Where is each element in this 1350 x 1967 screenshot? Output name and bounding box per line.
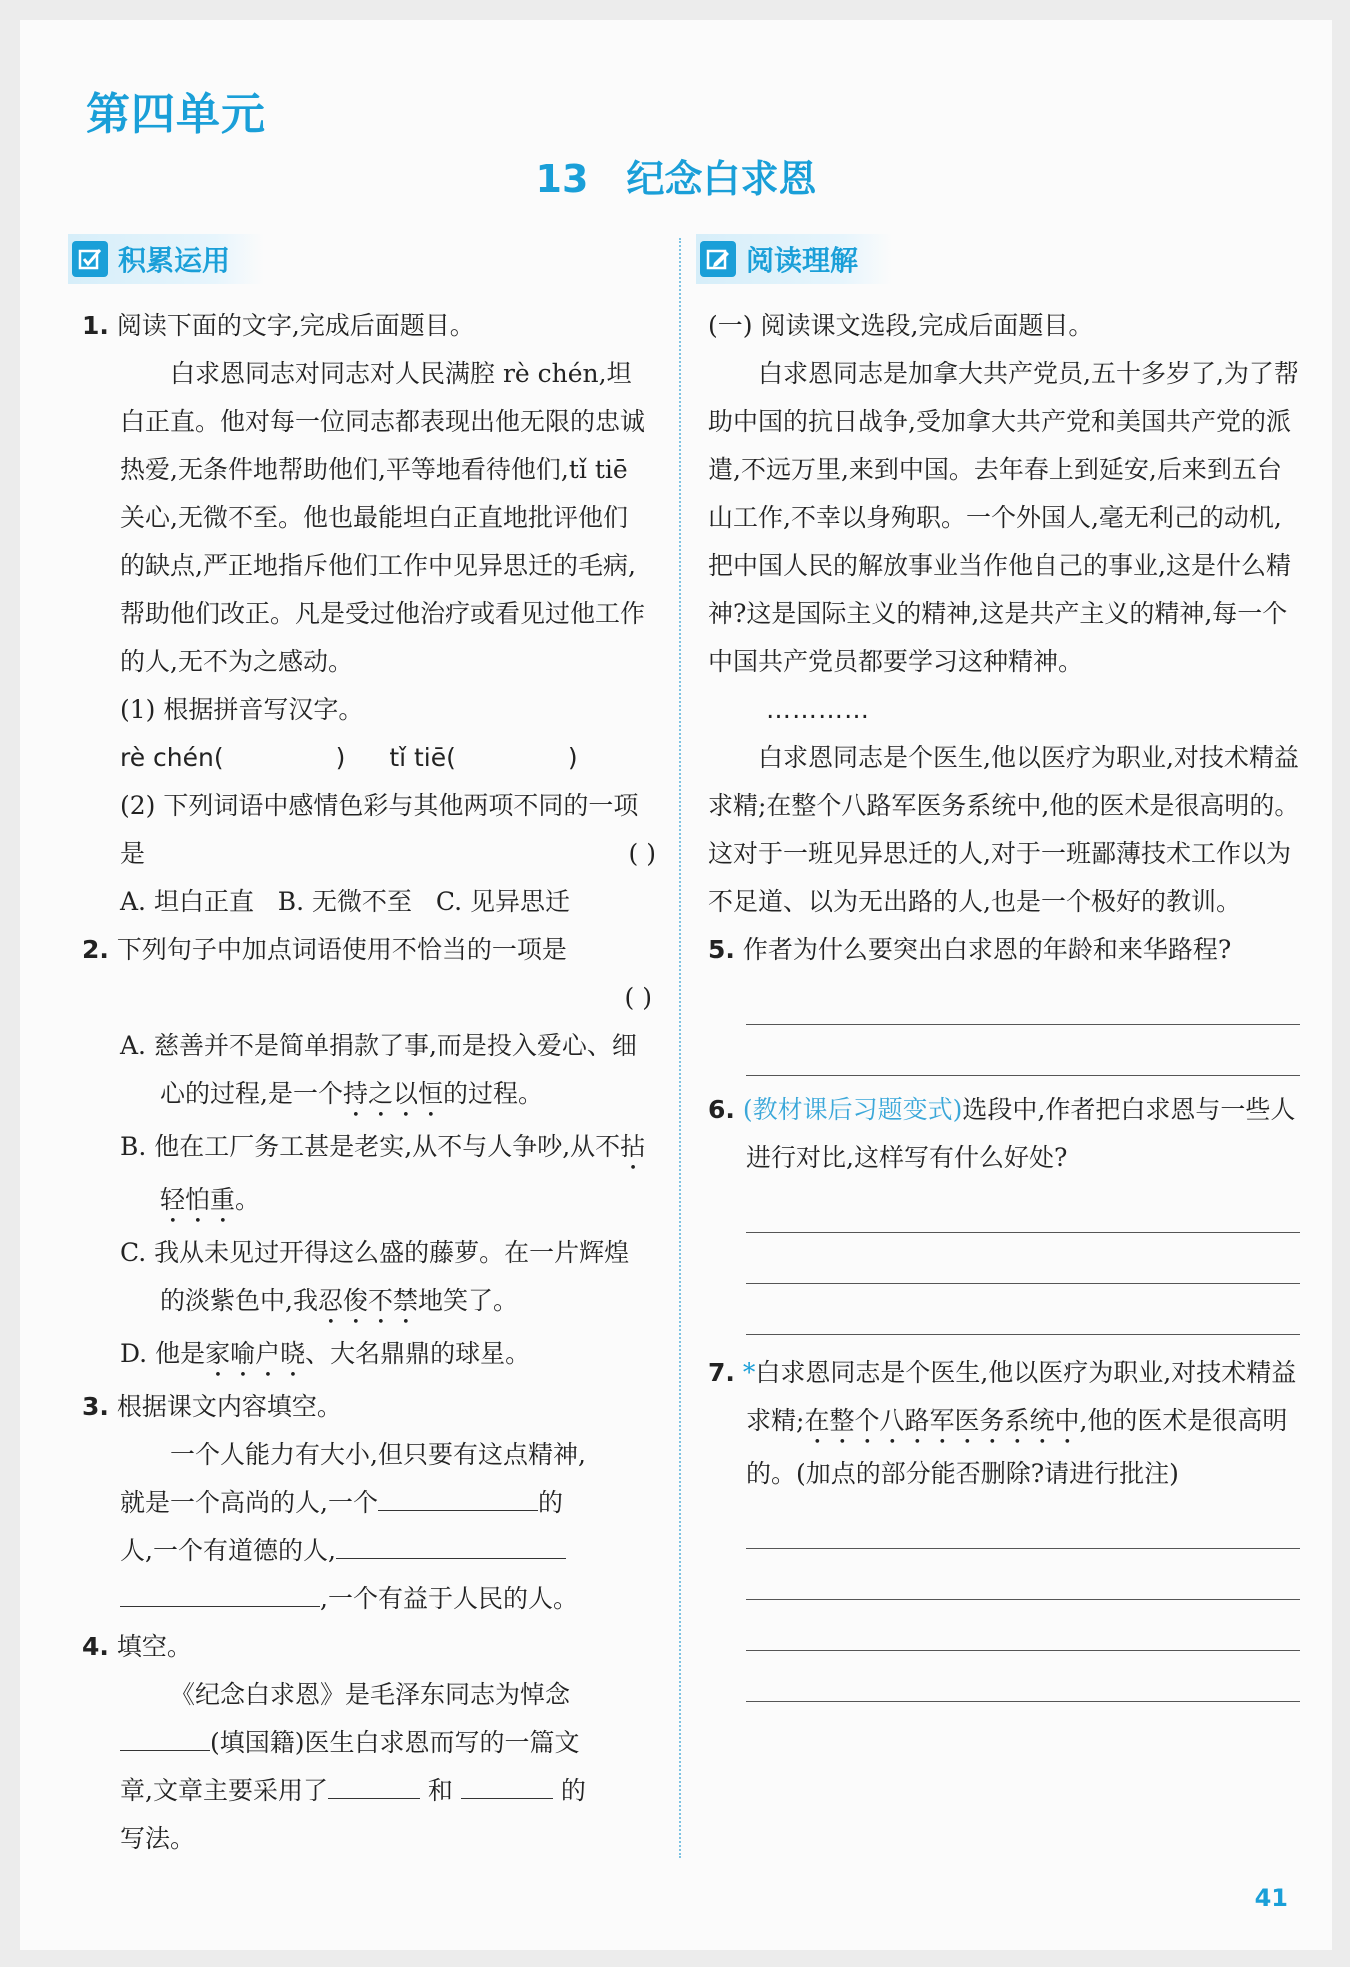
q3-line2: 就是一个高尚的人,一个 的: [82, 1479, 652, 1527]
page-number: 41: [1254, 1884, 1288, 1912]
answer-line[interactable]: [746, 1182, 1300, 1233]
fill-blank[interactable]: [328, 1768, 420, 1799]
q1-passage: 白求恩同志对同志对人民满腔 rè chén,坦白正直。他对每一位同志都表现出他无限的忠诚热爱,无条件地帮助他们,平等地看待他们,tǐ tiē 关心,无微不至。他也最能坦白正直地批评他们的缺点,严正地指斥他们工作中见异思迁的毛病,帮助他们改正。凡是受过他治疗或看见过他工作的人,无不为之感动。: [120, 359, 646, 676]
fill-blank[interactable]: [120, 1576, 320, 1607]
lesson-name: 纪念白求恩: [626, 157, 817, 201]
workbook-page: [20, 20, 1332, 1950]
q2-option-c: C. 我从未见过开得这么盛的藤萝。在一片辉煌的淡紫色中,我忍俊不禁地笑了。: [120, 1238, 630, 1315]
answer-line[interactable]: [746, 1284, 1300, 1335]
q4-line4: 写法。: [120, 1824, 196, 1853]
q4-line3: 章,文章主要采用了 和 的: [82, 1767, 652, 1815]
q1-sub2: (2) 下列词语中感情色彩与其他两项不同的一项是 ( ): [120, 791, 656, 868]
q3-line4: ,一个有益于人民的人。: [82, 1575, 652, 1623]
question-2: 2. 下列句子中加点词语使用不恰当的一项是: [82, 935, 567, 964]
left-column: [82, 302, 656, 1863]
q4-line1: 《纪念白求恩》是毛泽东同志为悼念: [170, 1680, 571, 1709]
answer-line[interactable]: [746, 1600, 1300, 1651]
reading-paragraph-1: 白求恩同志是加拿大共产党员,五十多岁了,为了帮助中国的抗日战争,受加拿大共产党和美国共产党的派遣,不远万里,来到中国。去年春上到延安,后来到五台山工作,不幸以身殉职。一个外国人,毫无利己的动机,把中国人民的解放事业当作他自己的事业,这是什么精神?这是国际主义的精神,这是共产主义的精神,每一个中国共产党员都要学习这种精神。: [708, 359, 1299, 676]
reading-ellipsis: …………: [766, 695, 870, 724]
question-6: 6. (教材课后习题变式)选段中,作者把白求恩与一些人进行对比,这样写有什么好处?: [708, 1095, 1296, 1172]
star-icon: *: [742, 1358, 756, 1387]
right-column: [708, 302, 1300, 1702]
answer-line[interactable]: [746, 974, 1300, 1025]
q2-option-b: B. 他在工厂务工甚是老实,从不与人争吵,从不拈轻怕重。: [120, 1132, 646, 1214]
q2-option-a: A. 慈善并不是简单捐款了事,而是投入爱心、细心的过程,是一个持之以恒的过程。: [120, 1031, 637, 1108]
unit-title: 第四单元: [86, 89, 266, 140]
lesson-title: [20, 148, 1332, 203]
answer-line[interactable]: [746, 1651, 1300, 1702]
question-5: 5. 作者为什么要突出白求恩的年龄和来华路程?: [708, 935, 1232, 964]
reading-intro: (一) 阅读课文选段,完成后面题目。: [708, 311, 1094, 340]
q1-sub1: (1) 根据拼音写汉字。: [120, 695, 364, 724]
q1-pinyin-row: rè chén( ) tǐ tiē( ): [120, 743, 578, 772]
fill-blank[interactable]: [120, 1720, 210, 1751]
section-title: 积累运用: [118, 244, 231, 277]
checkbox-icon: [72, 241, 108, 277]
question-1: 1. 阅读下面的文字,完成后面题目。: [82, 311, 475, 340]
lesson-number: 13: [535, 157, 589, 201]
q1-options: A. 坦白正直 B. 无微不至 C. 见异思迁: [120, 887, 571, 916]
q4-line2: (填国籍)医生白求恩而写的一篇文: [82, 1719, 652, 1767]
answer-line[interactable]: [746, 1025, 1300, 1076]
section-header-reading: [696, 234, 892, 284]
q2-option-d: D. 他是家喻户晓、大名鼎鼎的球星。: [120, 1339, 531, 1368]
fill-blank[interactable]: [336, 1528, 566, 1559]
q2-answer-paren: ( ): [624, 983, 652, 1012]
textbook-tag: (教材课后习题变式): [742, 1095, 963, 1124]
pencil-icon: [700, 241, 736, 277]
q3-line3: 人,一个有道德的人,: [82, 1527, 652, 1575]
fill-blank[interactable]: [461, 1768, 553, 1799]
reading-paragraph-2: 白求恩同志是个医生,他以医疗为职业,对技术精益求精;在整个八路军医务系统中,他的医术是很高明的。这对于一班见异思迁的人,对于一班鄙薄技术工作以为不足道、以为无出路的人,也是一个极好的教训。: [708, 743, 1300, 916]
column-divider: [679, 238, 681, 1858]
section-header-accumulate: [68, 234, 264, 284]
fill-blank[interactable]: [378, 1480, 538, 1511]
answer-line[interactable]: [746, 1498, 1300, 1549]
answer-line[interactable]: [746, 1549, 1300, 1600]
section-title: 阅读理解: [746, 244, 859, 277]
question-7: 7. *白求恩同志是个医生,他以医疗为职业,对技术精益求精;在整个八路军医务系统中,他的医术是很高明的。(加点的部分能否删除?请进行批注): [708, 1358, 1297, 1488]
answer-line[interactable]: [746, 1233, 1300, 1284]
question-4: 4. 填空。: [82, 1632, 192, 1661]
question-3: 3. 根据课文内容填空。: [82, 1392, 342, 1421]
q3-line1: 一个人能力有大小,但只要有这点精神,: [170, 1440, 586, 1469]
